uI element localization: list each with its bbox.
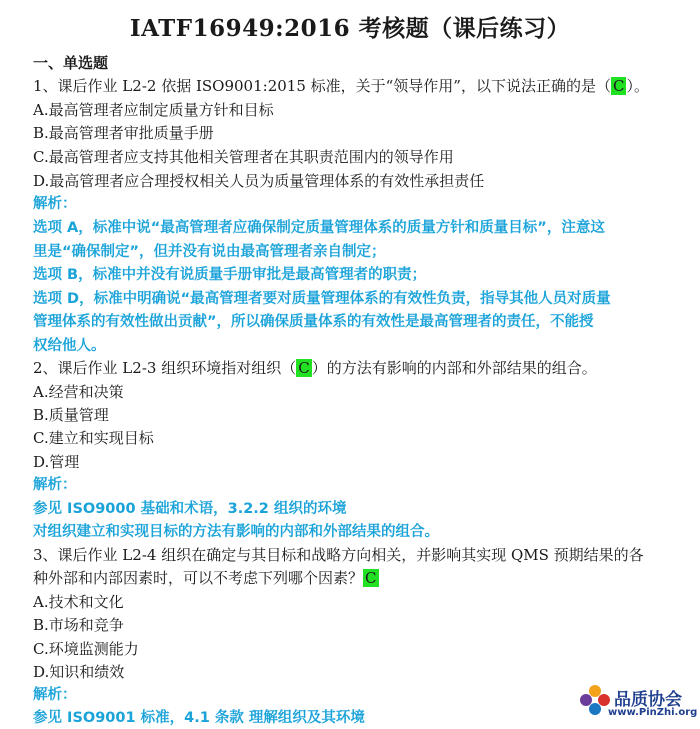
document-title: IATF16949:2016 考核题（课后练习） bbox=[129, 15, 571, 42]
logo-url: www.PinZhi.org bbox=[608, 707, 698, 718]
question-3-line-1: 3、课后作业 L2-4 组织在确定与其目标和战略方向相关，并影响其实现 QMS 预期结果的各 bbox=[33, 546, 644, 564]
question-2-tail: ）的方法有影响的内部和外部结果的组合。 bbox=[311, 359, 597, 377]
question-3-line-2 bbox=[33, 567, 379, 589]
q1-explanation-line: 权给他人。 bbox=[33, 338, 106, 354]
q3-option-a: A.技术和文化 bbox=[33, 593, 124, 611]
q1-explanation-line: 选项 D，标准中明确说“最高管理者要对质量管理体系的有效性负责，指导其他人员对质量 bbox=[33, 291, 611, 307]
watermark-logo bbox=[578, 683, 696, 723]
q1-option-b: B.最高管理者审批质量手册 bbox=[33, 124, 214, 142]
question-2-text: 2、课后作业 L2-3 组织环境指对组织（ bbox=[33, 359, 297, 377]
q2-option-d: D.管理 bbox=[33, 453, 80, 471]
q2-option-b: B.质量管理 bbox=[33, 406, 109, 424]
q1-option-c: C.最高管理者应支持其他相关管理者在其职责范围内的领导作用 bbox=[33, 148, 454, 166]
q3-explanation-line: 参见 ISO9001 标准，4.1 条款 理解组织及其环境 bbox=[33, 710, 365, 726]
q1-explanation-line: 选项 A，标准中说“最高管理者应确保制定质量管理体系的质量方针和质量目标”，注意这 bbox=[33, 220, 605, 236]
q3-explanation-label: 解析： bbox=[33, 687, 77, 703]
question-1-tail: ）。 bbox=[626, 77, 649, 95]
q3-option-b: B.市场和竞争 bbox=[33, 616, 124, 634]
question-1 bbox=[33, 75, 649, 97]
q1-option-a: A.最高管理者应制定质量方针和目标 bbox=[33, 101, 274, 119]
q2-explanation-line: 参见 ISO9000 基础和术语，3.2.2 组织的环境 bbox=[33, 501, 347, 517]
q3-option-c: C.环境监测能力 bbox=[33, 640, 139, 658]
question-1-answer: C bbox=[612, 77, 625, 95]
question-3-answer: C bbox=[365, 569, 377, 587]
q1-option-d: D.最高管理者应合理授权相关人员为质量管理体系的有效性承担责任 bbox=[33, 172, 485, 190]
q1-explanation-line: 里是“确保制定”，但并没有说由最高管理者亲自制定； bbox=[33, 244, 386, 260]
q2-option-c: C.建立和实现目标 bbox=[33, 429, 154, 447]
q2-explanation-line: 对组织建立和实现目标的方法有影响的内部和外部结果的组合。 bbox=[33, 524, 439, 540]
q1-explanation-line: 选项 B，标准中并没有说质量手册审批是最高管理者的职责； bbox=[33, 267, 427, 283]
question-2-answer: C bbox=[298, 359, 310, 377]
question-3-text: 种外部和内部因素时，可以不考虑下列哪个因素？ bbox=[33, 569, 364, 587]
q2-explanation-label: 解析： bbox=[33, 477, 77, 493]
q2-option-a: A.经营和决策 bbox=[33, 383, 124, 401]
logo-name: 品质协会 bbox=[614, 690, 682, 710]
question-2 bbox=[33, 357, 597, 379]
q1-explanation-line: 管理体系的有效性做出贡献”，所以确保质量体系的有效性是最高管理者的责任，不能授 bbox=[33, 314, 594, 330]
q1-explanation-label: 解析： bbox=[33, 196, 77, 212]
flower-logo-icon bbox=[578, 683, 612, 721]
q3-option-d: D.知识和绩效 bbox=[33, 663, 125, 681]
section-heading: 一、单选题 bbox=[33, 54, 109, 72]
question-1-text: 1、课后作业 L2-2 依据 ISO9001:2015 标准，关于“领导作用”，以下说法正确的是（ bbox=[33, 77, 611, 95]
